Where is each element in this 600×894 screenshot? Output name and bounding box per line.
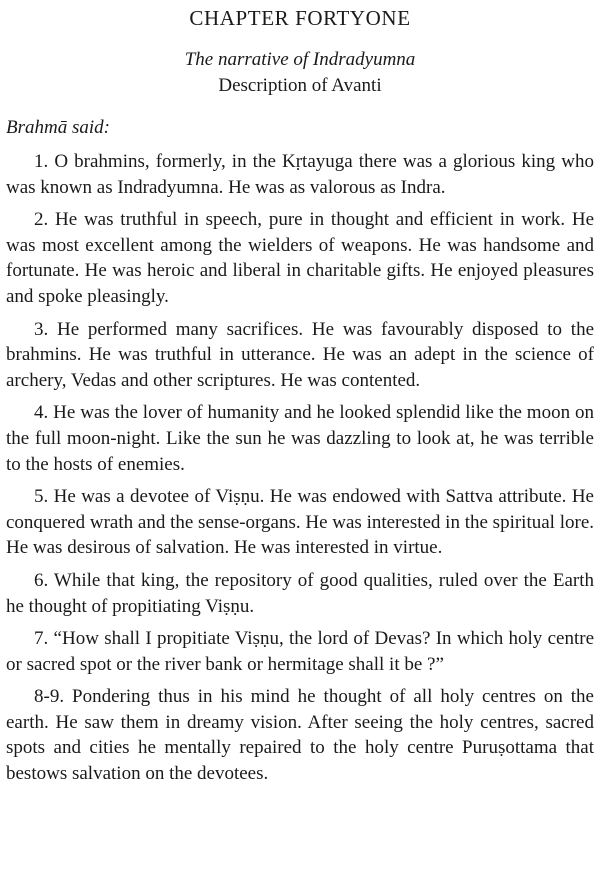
chapter-subtitle: The narrative of Indradyumna [184, 49, 416, 70]
verse-5: 5. He was a devotee of Viṣṇu. He was endowed with Sattva attribute. He conquered wrath and the sense-organs. He was interested in the spiritual lore. He was desirous of salvation. He was interested in virtue. [6, 486, 594, 559]
verse-6: 6. While that king, the repository of good qualities, ruled over the Earth he thought of propitiating Viṣṇu. [6, 569, 594, 617]
verse-7: 7. “How shall I propitiate Viṣṇu, the lord of Devas? In which holy centre or sacred spot or the river bank or hermitage shall it be ?” [6, 628, 594, 675]
chapter-title: CHAPTER FORTYONE [189, 6, 411, 30]
verse-1: 1. O brahmins, formerly, in the Kṛtayuga there was a glorious king who was known as Indradyumna. He was as valorous as Indra. [6, 151, 594, 198]
verse-8-9: 8-9. Pondering thus in his mind he thought of all holy centres on the earth. He saw them in dreamy vision. After seeing the holy centres, sacred spots and cities he mentally repaired to the holy centre Puruṣottama that bestows salvation on the devotees. [6, 686, 594, 785]
speaker-label: Brahmā said: [6, 117, 110, 138]
verse-3: 3. He performed many sacrifices. He was favourably disposed to the brahmins. He was truthful in utterance. He was an adept in the science of archery, Vedas and other scriptures. He was contented. [6, 318, 594, 391]
verse-2: 2. He was truthful in speech, pure in thought and efficient in work. He was most excellent among the wielders of weapons. He was handsome and fortunate. He was heroic and liberal in charitable gifts. He enjoyed pleasures and spoke pleasingly. [6, 209, 594, 307]
verse-4: 4. He was the lover of humanity and he looked splendid like the moon on the full moon-night. Like the sun he was dazzling to look at, he was terrible to the hosts of enemies. [6, 402, 594, 475]
section-title: Description of Avanti [218, 75, 382, 96]
